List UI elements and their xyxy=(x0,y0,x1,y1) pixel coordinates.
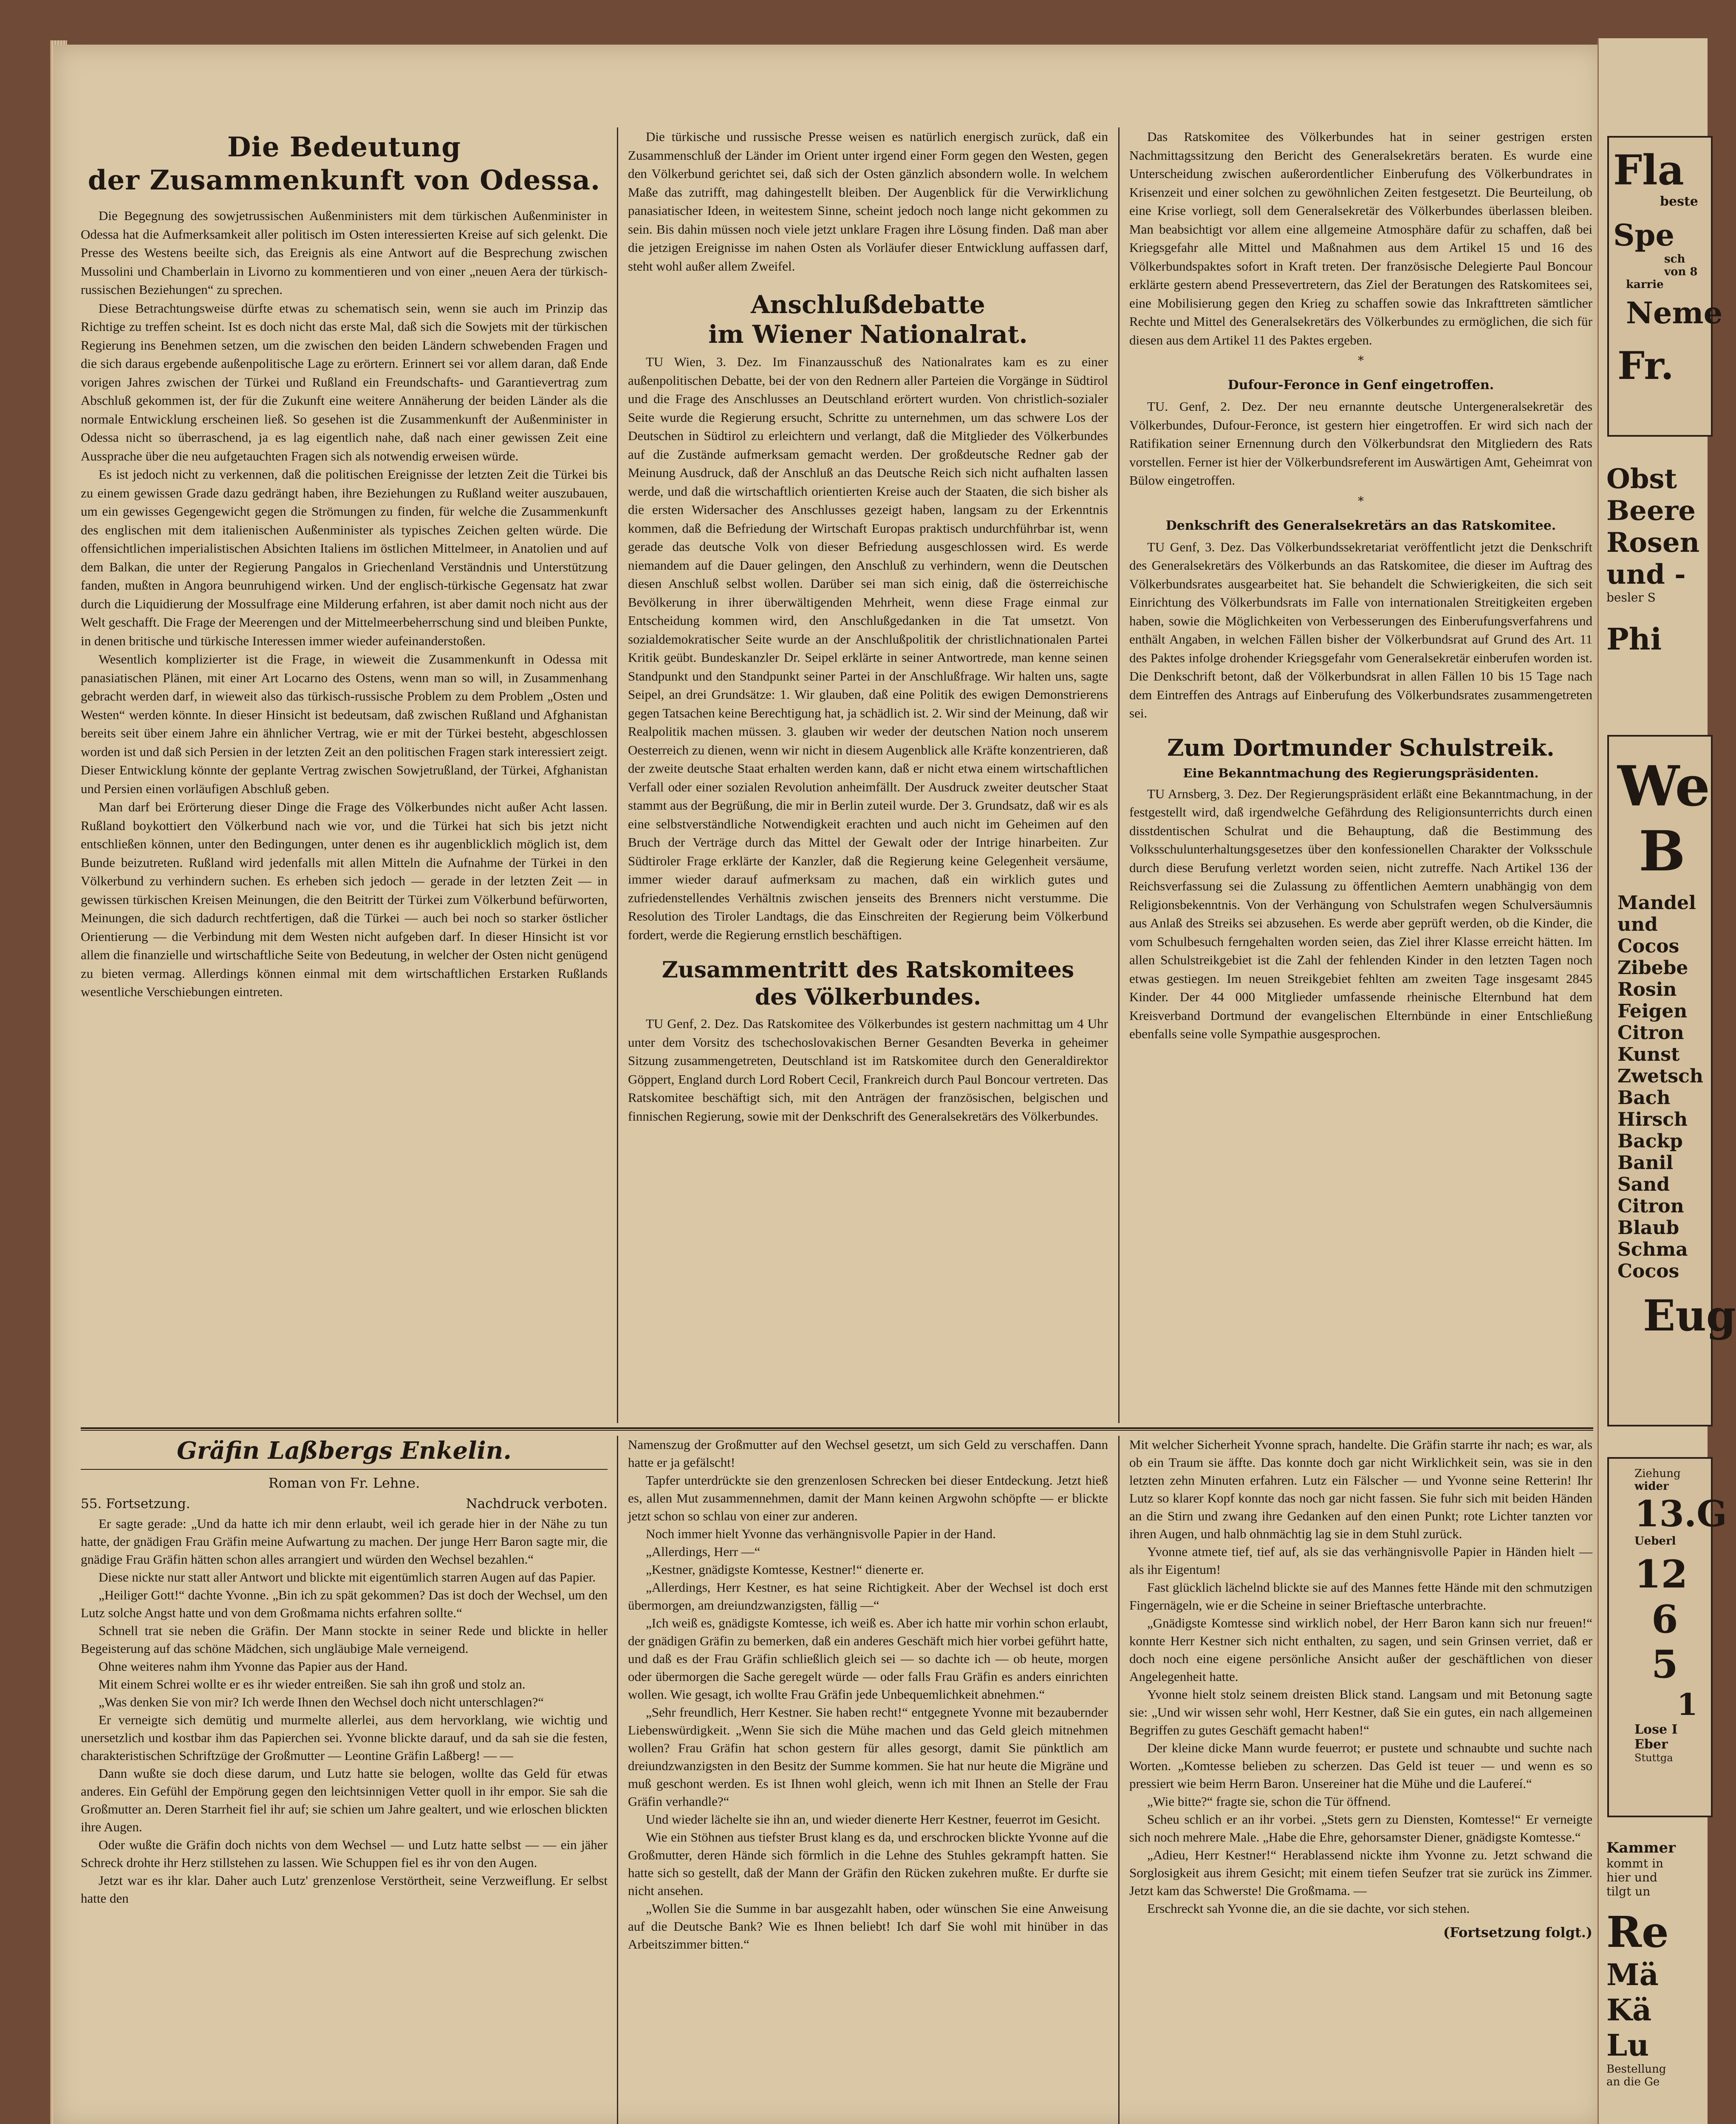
paragraph: Erschreckt sah Yvonne die, an die sie dachte, vor sich stehen. xyxy=(1147,1901,1470,1916)
ad-fragment: beste xyxy=(1660,194,1698,209)
paragraph: Die Begegnung des sowjetrussischen Außenministers mit dem türkischen Außenminister in Odessa hat die Aufmerksamkeit aller politisch im Osten interessierten Kreise auf sich gelenkt. Die Presse des Westens beeilte sich, das Ereignis als eine Antwort auf die Besprechung zwischen Mussolini und Chamberlain in Livorno zu kommentieren und von einer „neuen Aera der türkisch-russischen Beziehungen“ zu sprechen. xyxy=(81,208,608,297)
paragraph: Tapfer unterdrückte sie den grenzenlosen Schrecken bei dieser Entdeckung. Jetzt hieß es, allen Mut zusammennehmen, damit der Mann keinen Argwohn schöpfte — er blickte jetzt schon so schlau von einer zur anderen. xyxy=(628,1473,1108,1523)
ad-box xyxy=(1607,136,1723,437)
ad-fragment: besler S xyxy=(1606,590,1656,604)
ad-block xyxy=(1606,463,1704,657)
ad-fragment: We xyxy=(1617,754,1711,819)
paragraph: Ohne weiteres nahm ihm Yvonne das Papier aus der Hand. xyxy=(99,1659,408,1674)
ad-fragment: 1 xyxy=(1677,1687,1698,1722)
ad-fragment: Obst xyxy=(1606,463,1677,495)
ad-fragment: Hirsch xyxy=(1617,1109,1688,1130)
ad-fragment: Fla xyxy=(1613,146,1684,194)
paragraph: Der kleine dicke Mann wurde feuerrot; er pustete und schnaubte und suchte nach Worten. „Komtesse belieben zu scherzen. Das Geld ist teuer — und wenn es so pressiert wie beim Herrn Baron. Unsereiner hat die Mühe und die Laufereí.“ xyxy=(1129,1740,1592,1791)
ad-fragment: Eug xyxy=(1643,1291,1736,1341)
ad-fragment: Rosen xyxy=(1606,527,1700,559)
ad-fragment: Ziehung xyxy=(1634,1467,1681,1480)
paragraph: Diese nickte nur statt aller Antwort und blickte mit eigentümlich starren Augen auf das Papier. xyxy=(99,1570,596,1585)
column-divider xyxy=(617,127,618,1423)
paragraph: „Allerdings, Herr Kestner, es hat seine Richtigkeit. Aber der Wechsel ist doch erst übermorgen, am dreiundzwanzigsten, fällig —“ xyxy=(628,1580,1108,1613)
ad-fragment: hier und xyxy=(1606,1870,1657,1884)
ad-fragment: Spe xyxy=(1613,217,1675,253)
ad-fragment: 12 xyxy=(1634,1552,1688,1597)
feuilleton-column-1 xyxy=(81,1436,608,2124)
ad-fragment: 6 xyxy=(1651,1597,1678,1642)
ad-fragment: Citron xyxy=(1617,1195,1684,1217)
paragraph: „Was denken Sie von mir? Ich werde Ihnen den Wechsel doch nicht unterschlagen?“ xyxy=(99,1695,544,1709)
ad-fragment: Lu xyxy=(1606,2028,1649,2063)
ad-fragment: Neme xyxy=(1626,295,1723,330)
feuilleton-divider xyxy=(81,1430,1593,1431)
ad-fragment: Backp xyxy=(1617,1130,1683,1152)
ad-fragment: sch xyxy=(1664,253,1685,266)
ad-fragment: Bach xyxy=(1617,1087,1671,1109)
paragraph: „Wollen Sie die Summe in bar ausgezahlt haben, oder wünschen Sie eine Anweisung auf die Deutsche Bank? Wie es Ihnen beliebt! Ich darf Sie wohl mit hinüber in das Arbeitszimmer bitten.“ xyxy=(628,1901,1108,1952)
ad-fragment: Fr. xyxy=(1617,343,1674,388)
paragraph: TU Arnsberg, 3. Dez. Der Regierungspräsident erläßt eine Bekanntmachung, in der festgestellt wird, daß irgendwelche Gefährdung des Religionsunterrichts durch einen disstdentischen Schulrat und die Behauptung, daß die Bestimmung des Volksschulunterhaltungsgesetzes über den konfessionellen Charakter der Volksschule durch diese Berufung verletzt worden seien, nicht zutreffe. Nach Artikel 136 der Reichsverfassung sei die Zulassung zu öffentlichen Aemtern unabhängig von dem Religionsbekenntnis. Von der Verhängung von Schulstrafen wegen Schulversäumnis aus Anlaß des Streiks sei abzusehen. Es werde aber geprüft werden, ob die Kinder, die vom Schulbesuch ferngehalten worden seien, das Ziel ihrer Klasse erreicht hätten. Im allen Schulstreikgebiet ist die Zahl der fehlenden Kinder in den letzten Tagen noch etwas gestiegen. Im neuen Streikgebiet fehlten am zweiten Tage insgesamt 2845 Kinder. Der 44 000 Mitglieder umfassende rheinische Elternbund hat dem Kreisverband Dortmund der evangelischen Elternbünde in einer Entschließung ebenfalls seine volle Sympathie ausgesprochen. xyxy=(1129,786,1592,1041)
paragraph: Mit welcher Sicherheit Yvonne sprach, handelte. Die Gräfin starrte ihr nach; es war, als ob ein Traum sie äffte. Das konnte doch gar nicht Wirklichkeit sein, was sie in den letzten zehn Minuten erfahren. Lutz ein Fälscher — und Yvonne seine Retterin! Ihr Lutz so klarer Kopf konnte das noch gar nicht fassen. Sie fuhr sich mit beiden Händen an die Stirn und zwang ihre Gedanken auf den einen Punkt; rote Lichter tanzten vor ihren Augen, und halb ohnmächtig lag sie in dem Stuhl zurück. xyxy=(1129,1437,1592,1541)
nachdruck-label: Nachdruck verboten. xyxy=(466,1496,608,1511)
paragraph: Jetzt war es ihr klar. Daher auch Lutz' grenzenlose Verstörtheit, seine Verzweiflung. Er selbst hatte den xyxy=(81,1873,608,1906)
paragraph: Scheu schlich er an ihr vorbei. „Stets gern zu Diensten, Komtesse!“ Er verneigte sich noch mehrere Male. „Habe die Ehre, gehorsamster Diener, gnädigste Komtesse.“ xyxy=(1129,1812,1592,1844)
paragraph: Noch immer hielt Yvonne das verhängnisvolle Papier in der Hand. xyxy=(646,1526,996,1541)
paragraph: TU. Genf, 2. Dez. Der neu ernannte deutsche Untergeneralsekretär des Völkerbundes, Dufour-Feronce, ist gestern hier eingetroffen. Er wird sich nach der Ratifikation seiner Ernennung durch den Völkerbundsrat den Mitgliedern des Rats vorstellen. Ferner ist hier der Völkerbundsreferent im Auswärtigen Amt, Geheimrat von Bülow eingetroffen. xyxy=(1129,399,1592,488)
fortsetzung-folgt: (Fortsetzung folgt.) xyxy=(1443,1924,1592,1940)
ad-fragment: Cocos xyxy=(1617,1260,1679,1282)
paragraph: „Ich weiß es, gnädigste Komtesse, ich weiß es. Aber ich hatte mir vorhin schon erlaubt, der gnädigen Gräfin zu bemerken, daß ein anderes Geschäft mich hier vorbei geführt hatte, und daß es der Frau Gräfin schließlich gleich sei — so dachte ich — ob heute, morgen oder übermorgen die Sache geregelt würde — oder falls Frau Gräfin es anders einrichten wollen. Wie gesagt, ich wollte Frau Gräfin jede Unbequemlichkeit abnehmen.“ xyxy=(628,1616,1108,1702)
fortsetzung-label: 55. Fortsetzung. xyxy=(81,1496,190,1511)
paragraph: Schnell trat sie neben die Gräfin. Der Mann stockte in seiner Rede und blickte in heller Begeisterung auf das schöne Mädchen, sich ungläubige Male verneigend. xyxy=(81,1623,608,1656)
feuilleton-column-3 xyxy=(1129,1436,1592,2124)
separator-star: * xyxy=(1358,353,1364,367)
ad-fragment: Eber xyxy=(1634,1737,1668,1752)
paragraph: Er verneigte sich demütig und murmelte allerlei, aus dem hervorklang, wie wichtig und unersetzlich und kostbar ihm das Papierchen sei. Yvonne blickte darauf, und da sah sie die festen, charakteristischen Schriftzüge der Großmutter — Leontine Gräfin Laßberg! — — xyxy=(81,1712,608,1763)
paragraph: „Gnädigste Komtesse sind wirklich nobel, der Herr Baron kann sich nur freuen!“ konnte Herr Kestner sich nicht enthalten, zu sagen, und sein Grinsen verriet, daß er doch noch eine eigene persönliche Ansicht außer der geschäftlichen von dieser Angelegenheit hatte. xyxy=(1129,1616,1592,1684)
article-headline: Die Bedeutung der Zusammenkunft von Odessa. xyxy=(88,131,601,196)
ad-fragment: Kunst xyxy=(1617,1044,1680,1065)
article-headline: Zum Dortmunder Schulstreik. xyxy=(1167,734,1555,761)
paragraph: Diese Betrachtungsweise dürfte etwas zu schematisch sein, wenn sie auch im Prinzip das Richtige zu treffen scheint. Ist es doch nicht das erste Mal, daß sich die Sowjets mit der türkischen Regierung ins Benehmen setzen, um die zwischen den beiden Ländern schwebenden Fragen und die sich daraus ergebende außenpolitische Lage zu erörtern. Erinnert sei vor allem daran, daß Ende vorigen Jahres zwischen der Türkei und Rußland ein Freundschafts- und Garantievertrag zum Abschluß gekommen ist, der für die Zukunft eine weitere Annäherung der beiden Länder als die normale Entwicklung erscheinen ließ. So gesehen ist die Zusammenkunft der Außenminister in Odessa nicht so überraschend, ja es lag eigentlich nahe, daß nach einer gewissen Zeit eine Aussprache über die neu aufgetauchten Fragen sich als notwendig erweisen würde. xyxy=(81,300,608,463)
paragraph: „Wie bitte?“ fragte sie, schon die Tür öffnend. xyxy=(1147,1794,1391,1809)
ad-fragment: Phi xyxy=(1606,621,1662,657)
paragraph: Das Ratskomitee des Völkerbundes hat in seiner gestrigen ersten Nachmittagssitzung den Bericht des Generalsekretärs beraten. Es wurde eine Unterscheidung zwischen außerordentlicher Einberufung des Völkerbundrates in Krisenzeit und einer solchen zu gewöhnlichen Zeiten festgesetzt. Die Beurteilung, ob eine Krise vorliegt, soll dem Generalsekretär des Völkerbundes überlassen bleiben. Man beabsichtigt vor allem eine allgemeine Atmosphäre dafür zu schaffen, daß bei Kriegsgefahr alle Mittel und Maßnahmen aus dem Artikel 15 und 16 des Völkerbundspaktes sofort in Kraft treten. Der französische Delegierte Paul Boncour erklärte gestern abend Pressevertretern, das Ziel der Beratungen des Ratskomitees sei, eine Mobilisierung gegen den Krieg zu schaffen sowie das Inkrafttreten sämtlicher Rechte und Mittel des Generalsekretärs des Völkerbundes zu ermöglichen, die sich für diesen aus dem Artikel 11 des Paktes ergeben. xyxy=(1129,129,1592,347)
ad-fragment: Citron xyxy=(1617,1022,1684,1044)
ad-fragment: Feigen xyxy=(1617,1000,1688,1022)
column-3 xyxy=(1129,127,1592,1423)
feuilleton-column-2 xyxy=(628,1436,1108,2124)
paragraph: Er sagte gerade: „Und da hatte ich mir denn erlaubt, weil ich gerade hier in der Nähe zu tun hatte, der gnädigen Frau Gräfin meine Aufwartung zu machen. Der junge Herr Baron sagte mir, die gnädige Frau Gräfin hätten schon alles arrangiert und würden den Wechsel bezahlen.“ xyxy=(81,1516,608,1567)
feuilleton-title: Gräfin Laßbergs Enkelin. xyxy=(81,1436,608,1470)
article-headline: Zusammentritt des Ratskomitees des Völkerbundes. xyxy=(662,957,1074,1010)
feuilleton-byline: Roman von Fr. Lehne. xyxy=(268,1475,420,1491)
ad-fragment: Zibebe xyxy=(1617,957,1688,979)
ad-box xyxy=(1607,1457,1727,1817)
ad-fragment: karrie xyxy=(1626,278,1664,291)
paragraph: Yvonne atmete tief, tief auf, als sie das verhängnisvolle Papier in Händen hielt — als ihr Eigentum! xyxy=(1129,1544,1592,1577)
paragraph: „Sehr freundlich, Herr Kestner. Sie haben recht!“ entgegnete Yvonne mit bezaubernder Liebenswürdigkeit. „Wenn Sie sich die Mühe machen und das Geld gleich mitnehmen wollen? Frau Gräfin hat schon gestern für alles gesorgt, damit Sie pünktlich am dreiundzwanzigsten in den Besitz der Summe kommen. Sie hat nur heute die Migräne und muß geschont werden. Es ist Ihnen wohl gleich, wenn ich mit Ihnen an Stelle der Frau Gräfin verhandle?“ xyxy=(628,1705,1108,1809)
ad-fragment: wider xyxy=(1634,1480,1669,1493)
ad-fragment: 5 xyxy=(1651,1642,1678,1687)
ad-fragment: kommt in xyxy=(1606,1856,1664,1870)
feuilleton-meta xyxy=(81,1494,608,1513)
ad-fragment: und - xyxy=(1606,559,1686,590)
feuilleton-divider xyxy=(81,1427,1593,1429)
paragraph: Yvonne hielt stolz seinem dreisten Blick stand. Langsam und mit Betonung sagte sie: „Und wir wissen sehr wohl, Herr Kestner, daß Sie ein gutes, ein nach allgemeinen Begriffen zu gutes Geschäft gemacht haben!“ xyxy=(1129,1687,1592,1737)
ad-fragment: Blaub xyxy=(1617,1217,1679,1239)
column-divider xyxy=(1118,1436,1120,2124)
paragraph: Man darf bei Erörterung dieser Dinge die Frage des Völkerbundes nicht außer Acht lassen. Rußland boykottiert den Völkerbund nach wie vor, und die Türkei hat sich bis jetzt nicht entschließen können, unter den Bedingungen, unter denen es ihr augenblicklich möglich ist, dem Bunde beizutreten. Rußland wird jedenfalls mit allen Mitteln die Aufnahme der Türkei in den Völkerbund zu verhindern suchen. Es erheben sich jedoch — gerade in der letzten Zeit — in gewissen türkischen Kreisen Meinungen, die den Beitritt der Türkei zum Völkerbund befürworten, Meinungen, die sich dadurch rechtfertigen, daß die Türkei — auch bei noch so starker östlicher Orientierung — die Verbindung mit dem Westen nicht aufgeben darf. In dieser Hinsicht ist vor allem die finanzielle und wirtschaftliche Seite von Bedeutung, in welcher der Osten nicht genügend zu bieten vermag. Allerdings können einmal mit dem wirtschaftlichen Erstarken Rußlands wesentliche Verschiebungen eintreten. xyxy=(81,799,608,999)
article-subheadline: Eine Bekanntmachung des Regierungspräsidenten. xyxy=(1183,765,1539,780)
paragraph: „Adieu, Herr Kestner!“ Herablassend nickte ihm Yvonne zu. Jetzt schwand die Sorglosigkeit aus ihrem Gesicht; mit einem tiefen Seufzer trat sie zurück ins Zimmer. Jetzt kam das Schwerste! Die Großmama. — xyxy=(1129,1847,1592,1898)
paragraph: Oder wußte die Gräfin doch nichts von dem Wechsel — und Lutz hatte selbst — — ein jäher Schreck drohte ihr Herz stillstehen zu lassen. Wie Schuppen fiel es ihr von den Augen. xyxy=(81,1837,608,1870)
paragraph: TU Wien, 3. Dez. Im Finanzausschuß des Nationalrates kam es zu einer außenpolitischen Debatte, bei der von den Rednern aller Parteien die Vorgänge in Südtirol und die Frage des Anschlusses an Deutschland erörtert wurden. Von christlich-sozialer Seite wurde die Regierung ersucht, Schritte zu unternehmen, um das schwere Los der Deutschen in Südtirol zu erleichtern und verlangt, daß die Mitglieder des Völkerbundes auf die Zustände aufmerksam gemacht werden. Der großdeutsche Redner gab der Meinung Ausdruck, daß der Anschluß an das Deutsche Reich sich nicht aufhalten lassen werde, und daß die wirtschaftlich orientierten Kreise auch der Staaten, die sich bisher als die ersten Widersacher des Anschlusses gezeigt haben, langsam zu der Erkenntnis kommen, daß die Befriedung der Wirtschaft Europas praktisch undurchführbar ist, wenn gerade das deutsche Volk von dieser Befriedung ausgeschlossen wird. Es werde niemandem auf die Dauer gelingen, den Anschluß zu verhindern, wenn die Deutschen diesen Anschluß selbst wollen. Darüber sei man sich einig, daß die österreichische Bevölkerung in ihrer überwältigenden Mehrheit, wenn diese Frage einmal zur Entscheidung kommen wird, den Anschlußgedanken in die Tat umsetzt. Von sozialdemokratischer Seite wurde an der Anschlußpolitik der christlichnationalen Partei Kritik geübt. Bundeskanzler Dr. Seipel erklärte in seiner Antwortrede, man kenne seinen Standpunkt und den Standpunkt seiner Partei in der Anschlußfrage. Wir halten uns, sagte Seipel, an drei Grundsätze: 1. Wir glauben, daß eine Politik des ewigen Demonstrierens gegen Tatsachen keine Berechtigung hat, ja schädlich ist. 2. Wir sind der Meinung, daß wir Realpolitik machen müssen. 3. glauben wir weder der deutschen Nation noch unserem Oesterreich zu dienen, wenn wir nicht in diesem Augenblick alle Kräfte konzentrieren, daß der zweite deutsche Staat erhalten werden kann, daß er nicht etwa einem wirtschaftlichen Verfall oder einer sozialen Revolution anheimfällt. Der Ausdruck zweiter deutscher Staat stammt aus der Begrüßung, die mir in Berlin zuteil wurde. Der 3. Grundsatz, daß wir es als eine selbstverständliche Notwendigkeit erachten und auch nicht im Geheimen auf den Bruch der Verträge durch das Mittel der Gewalt oder der Intrige hinarbeiten. Zur Südtiroler Frage erklärte der Kanzler, daß die Regierung keine Gelegenheit versäume, immer wieder darauf aufmerksam zu machen, daß ein wirklich gutes und zufriedenstellendes Verhältnis zwischen jenseits des Brenners nicht verstumme. Die Resolution des Tiroler Landtags, die das Einschreiten der Regierung beim Völkerbund fordert, werde die Regierung ernstlich beschäftigen. xyxy=(628,354,1108,942)
paragraph: Und wieder lächelte sie ihn an, und wieder dienerte Herr Kestner, feuerrot im Gesicht. xyxy=(646,1812,1100,1827)
ad-fragment: Banil xyxy=(1617,1152,1674,1174)
ad-fragment: Mandel xyxy=(1617,892,1696,914)
ad-fragment: an die Ge xyxy=(1606,2076,1660,2088)
paragraph: Dann wußte sie doch diese darum, und Lutz hatte sie belogen, wollte das Geld für etwas anderes. Ein Gefühl der Empörung gegen den leichtsinnigen Vetter quoll in ihr empor. Sie sah die Großmutter an. Deren Starrheit fiel ihr auf; sie schien um Jahre gealtert, und wie erloschen blickten ihre Augen. xyxy=(81,1766,608,1834)
paragraph: Namenszug der Großmutter auf den Wechsel gesetzt, um sich Geld zu verschaffen. Dann hatte er ja gefälscht! xyxy=(628,1437,1108,1470)
adjacent-page xyxy=(1597,38,1736,2124)
paragraph: „Kestner, gnädigste Komtesse, Kestner!“ dienerte er. xyxy=(646,1562,924,1577)
ad-fragment: Schma xyxy=(1617,1239,1688,1260)
ad-fragment: Stuttga xyxy=(1634,1752,1673,1764)
article-headline: Denkschrift des Generalsekretärs an das Ratskomitee. xyxy=(1165,518,1556,533)
ad-fragment: Rosin xyxy=(1617,979,1677,1000)
ad-fragment: Lose I xyxy=(1634,1722,1678,1737)
ad-fragment: Beere xyxy=(1606,495,1696,527)
column-divider xyxy=(617,1436,618,2124)
ad-box xyxy=(1607,735,1736,1426)
ad-block xyxy=(1606,1839,1704,2088)
paragraph: Die türkische und russische Presse weisen es natürlich energisch zurück, daß ein Zusammenschluß der Länder im Orient unter irgend einer Form gegen den Westen, gegen den Völkerbund gerichtet sei, daß sich der Osten gänzlich absondern wolle. In welchem Maße das zutrifft, mag dahingestellt bleiben. Der Augenblick für die Verwirklichung panasiatischer Ideen, in weitestem Sinne, scheint jedoch noch lange nicht gekommen zu sein. Bis dahin müssen noch viele jetzt unklare Fragen ihre Lösung finden. Daß man aber die jetzigen Ereignisse im nahen Osten als Vorläufer dieser Entwicklung auffassen darf, steht wohl außer allem Zweifel. xyxy=(628,129,1108,274)
article-headline: Dufour-Feronce in Genf eingetroffen. xyxy=(1227,378,1494,393)
ad-fragment: Ueberl xyxy=(1634,1535,1676,1548)
ad-fragment: von 8 xyxy=(1664,266,1698,278)
paragraph: TU Genf, 2. Dez. Das Ratskomitee des Völkerbundes ist gestern nachmittag um 4 Uhr unter dem Vorsitz des tschechoslovakischen Berner Gesandten Beverka in geheimer Sitzung zusammengetreten, Deutschland ist im Ratskomitee durch den Generaldirektor Göppert, England durch Lord Robert Cecil, Frankreich durch Paul Boncour vertreten. Das Ratskomitee beschäftigt sich, mit den Anträgen der französischen, belgischen und finnischen Regierung, sowie mit der Denkschrift des Generalsekretärs des Völkerbundes. xyxy=(628,1016,1108,1124)
paragraph: Fast glücklich lächelnd blickte sie auf des Mannes fette Hände mit den schmutzigen Fingernägeln, wie er die Scheine in seiner Brieftasche unterbrachte. xyxy=(1129,1580,1592,1613)
separator-star: * xyxy=(1358,494,1364,508)
paragraph: Wie ein Stöhnen aus tiefster Brust klang es da, und erschrocken blickte Yvonne auf die Großmutter, deren Hände sich förmlich in die Lehne des Stuhles gekrampft hatten. Sie hatte sich so gestellt, daß der Mann der Gräfin den Rücken zukehren mußte. Er durfte sie nicht ansehen. xyxy=(628,1830,1108,1898)
paragraph: TU Genf, 3. Dez. Das Völkerbundssekretariat veröffentlicht jetzt die Denkschrift des Generalsekretärs des Völkerbunds an das Ratskomitee, die dieser im Auftrag des Völkerbundsrates ausgearbeitet hat. Sie behandelt die Schwierigkeiten, die sich seit Einrichtung des Völkerbundsrats im Falle von internationalen Streitigkeiten ergeben haben, sowie die Möglichkeiten von Verbesserungen des Einberufungsverfahrens und enthält Angaben, in welchen Fällen bisher der Völkerbundsrat auf Grund des Art. 11 des Paktes infolge drohender Kriegsgefahr vom Generalsekretär einberufen worden ist. Die Denkschrift betont, daß der Völkerbundsrat in allen Fällen 10 bis 15 Tage nach dem Eintreffen des Antrags auf Einberufung des Völkerbundsrates zusammengetreten sei. xyxy=(1129,539,1592,720)
ad-fragment: Sand xyxy=(1617,1174,1670,1195)
paragraph: „Heiliger Gott!“ dachte Yvonne. „Bin ich zu spät gekommen? Das ist doch der Wechsel, um den Lutz solche Angst hatte und von dem Großmama nichts erfahren sollte.“ xyxy=(81,1587,608,1620)
column-1 xyxy=(81,127,608,1423)
ad-fragment: 13.G xyxy=(1634,1493,1727,1535)
ad-fragment: Re xyxy=(1606,1907,1669,1957)
ad-fragment: Cocos xyxy=(1617,935,1679,957)
paragraph: Es ist jedoch nicht zu verkennen, daß die politischen Ereignisse der letzten Zeit die Türkei bis zu einem gewissen Grade dazu gedrängt haben, ihre Beziehungen zu Rußland weiter auszubauen, um ein gewisses Gegengewicht gegen die Strömungen zu finden, für welche die Zusammenkunft des englischen mit dem italienischen Außenminister als typisches Zeichen gelten würde. Die offensichtlichen imperialistischen Absichten Italiens im östlichen Mittelmeer, in Anatolien und auf dem Balkan, die unter der Regierung Pangalos in Griechenland Verständnis und Unterstützung fanden, mußten in Angora beunruhigend wirken. Und der englisch-türkische Gegensatz hat zwar durch die Liquidierung der Mossulfrage eine Milderung erfahren, ist aber damit noch nicht aus der Welt geschafft. Die Frage der Meerengen und der Mittelmeerbeherrschung sind und bleiben Punkte, in denen britische und türkische Interessen immer wieder aufeinanderstoßen. xyxy=(81,467,608,648)
paragraph: „Allerdings, Herr —“ xyxy=(646,1544,761,1559)
paragraph: Mit einem Schrei wollte er es ihr wieder entreißen. Sie sah ihn groß und stolz an. xyxy=(99,1677,526,1692)
ad-fragment: Mä xyxy=(1606,1957,1659,1992)
column-2 xyxy=(628,127,1108,1423)
ad-fragment: Zwetsch xyxy=(1617,1065,1703,1087)
column-divider xyxy=(1118,127,1120,1423)
ad-fragment: tilgt un xyxy=(1606,1884,1651,1898)
ad-fragment: Kä xyxy=(1606,1992,1652,2028)
ad-fragment: Kammer xyxy=(1606,1839,1676,1856)
ad-fragment: und xyxy=(1617,914,1658,935)
ad-fragment: B xyxy=(1639,819,1685,884)
ad-fragment: Bestellung xyxy=(1606,2063,1666,2076)
article-headline: Anschlußdebatte im Wiener Nationalrat. xyxy=(708,290,1028,349)
paragraph: Wesentlich komplizierter ist die Frage, in wieweit die Zusammenkunft in Odessa mit panasiatischen Plänen, mit einer Art Locarno des Ostens, wenn man so will, in Zusammenhang gebracht werden darf, in wieweit also das türkisch-russische Problem zu dem Problem „Osten und Westen“ werden könnte. In dieser Hinsicht ist bedeutsam, daß zwischen Rußland und Afghanistan bereits seit über einem Jahre ein ähnlicher Vertrag, wie er mit der Türkei besteht, abgeschlossen worden ist und daß sich Persien in der letzten Zeit an den politischen Fragen stark interessiert zeigt. Dieser Entwicklung könnte der geplante Vertrag zwischen Sowjetrußland, der Türkei, Afghanistan und Persien einen vorläufigen Abschluß geben. xyxy=(81,652,608,796)
